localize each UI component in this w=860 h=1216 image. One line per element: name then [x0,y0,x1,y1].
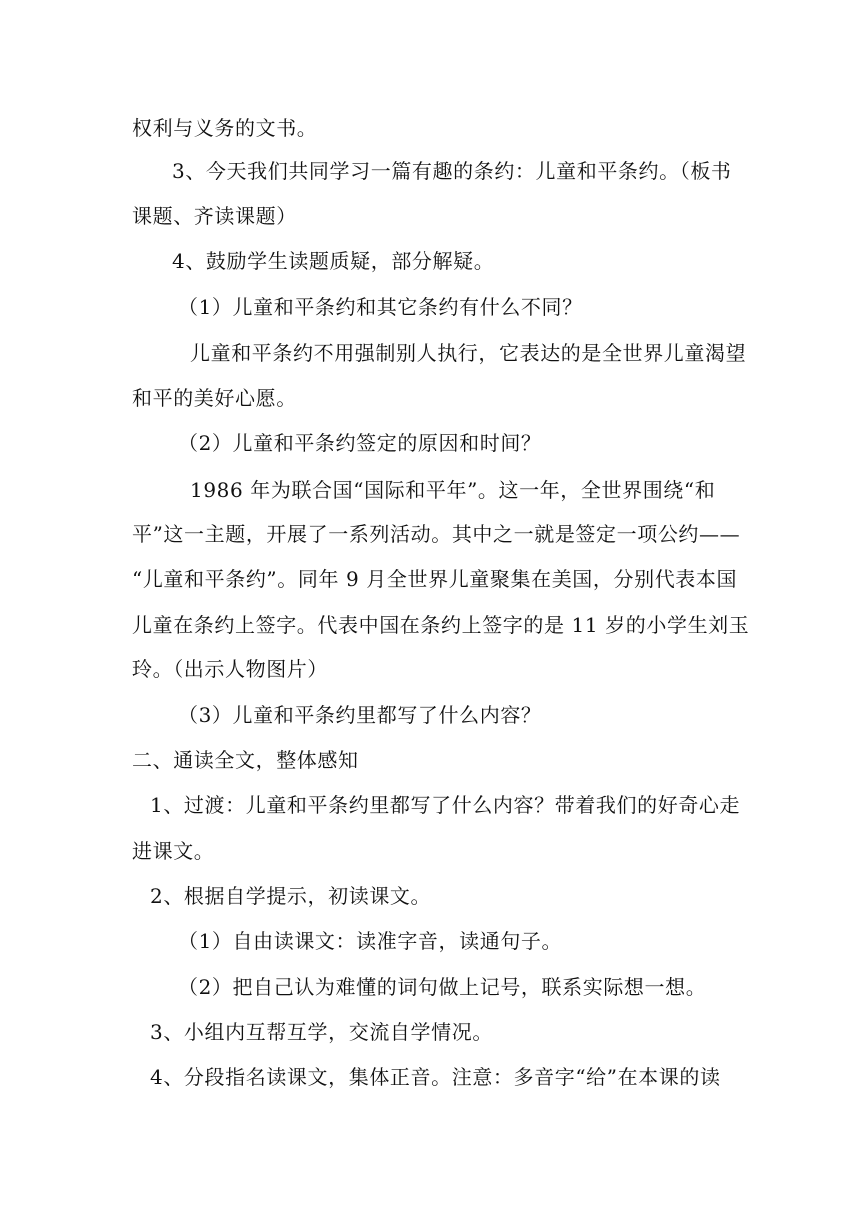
text-line: 儿童和平条约不用强制别人执行，它表达的是全世界儿童渴望 [190,341,747,365]
text-line: 1986 年为联合国“国际和平年”。这一年，全世界围绕“和 [190,478,716,502]
text-line: 和平的美好心愿。 [132,386,297,410]
text-line: 4、鼓励学生读题质疑，部分解疑。 [172,249,495,273]
text-line: （2）把自己认为难懂的词句做上记号，联系实际想一想。 [178,975,707,999]
text-line: 平”这一主题，开展了一系列活动。其中之一就是签定一项公约—— [132,522,741,546]
text-line: （1）自由读课文：读准字音，读通句子。 [178,929,563,953]
text-line: 儿童在条约上签字。代表中国在条约上签字的是 11 岁的小学生刘玉 [132,613,750,637]
text-line: 3、小组内互帮互学，交流自学情况。 [150,1020,493,1044]
text-line: 3、今天我们共同学习一篇有趣的条约：儿童和平条约。（板书 [172,159,732,183]
text-line: 课题、齐读课题） [132,204,297,228]
text-line: 权利与义务的文书。 [132,116,318,140]
text-line: （3）儿童和平条约里都写了什么内容？ [178,703,542,727]
text-line: 4、分段指名读课文，集体正音。注意：多音字“给”在本课的读 [150,1065,721,1089]
section-heading: 二、通读全文，整体感知 [132,748,359,772]
text-line: （1）儿童和平条约和其它条约有什么不同？ [178,295,583,319]
text-line: 1、过渡：儿童和平条约里都写了什么内容？带着我们的好奇心走 [150,793,741,817]
text-line: 2、根据自学提示，初读课文。 [150,884,432,908]
text-line: （2）儿童和平条约签定的原因和时间？ [178,431,542,455]
text-line: 玲。（出示人物图片） [132,657,328,681]
text-line: “儿童和平条约”。同年 9 月全世界儿童聚集在美国，分别代表本国 [132,567,738,591]
text-line: 进课文。 [132,839,215,863]
